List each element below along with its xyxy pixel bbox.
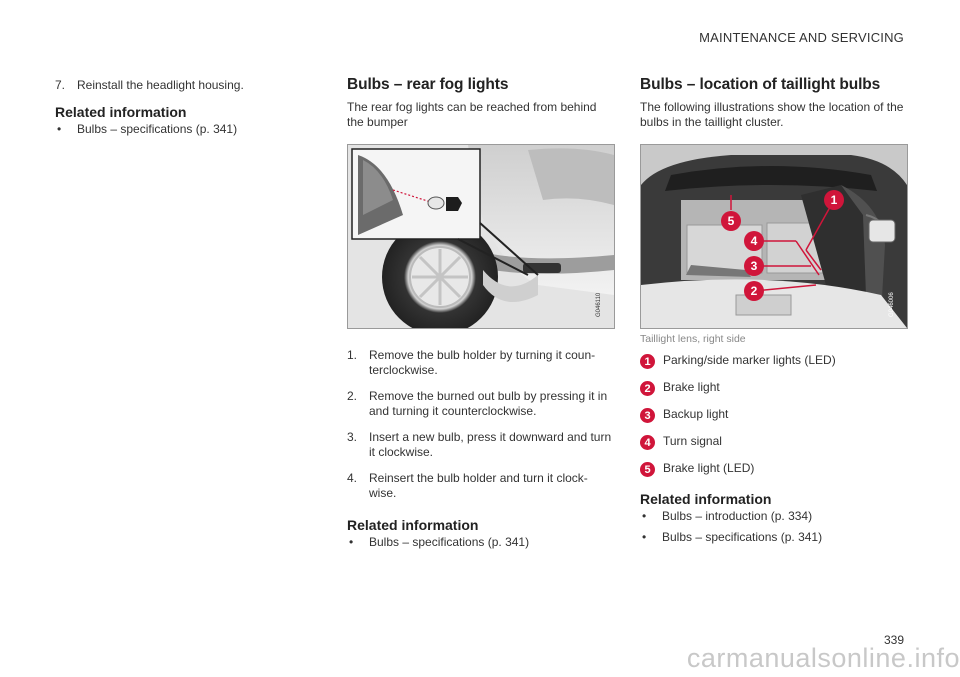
legend-text: Parking/side marker lights (LED) bbox=[663, 353, 836, 367]
related-info-list bbox=[347, 535, 615, 550]
callout-1-label: 1 bbox=[830, 193, 838, 207]
legend-number-badge: 3 bbox=[640, 408, 655, 423]
step-text: Remove the bulb holder by turning it coun-terclockwise. bbox=[369, 348, 596, 377]
taillight-location-illustration bbox=[640, 144, 908, 329]
legend-number-badge: 1 bbox=[640, 354, 655, 369]
watermark: carmanualsonline.info bbox=[686, 643, 960, 673]
related-link-text[interactable]: Bulbs – introduction (p. 334) bbox=[662, 509, 813, 523]
legend-item bbox=[640, 378, 908, 396]
step-number: 4. bbox=[347, 471, 358, 485]
legend-item bbox=[640, 459, 908, 477]
related-link[interactable] bbox=[55, 122, 305, 137]
figure-code: G046110 bbox=[596, 292, 602, 317]
step-item bbox=[347, 348, 615, 378]
legend-number-badge: 2 bbox=[640, 381, 655, 396]
step-text: Reinsert the bulb holder and turn it clock-wise. bbox=[369, 471, 588, 500]
related-info-heading: Related information bbox=[55, 104, 187, 120]
rear-fog-light-image bbox=[348, 145, 614, 328]
column-left bbox=[55, 76, 305, 143]
legend-text: Backup light bbox=[663, 407, 729, 421]
step-item bbox=[347, 430, 615, 460]
callout-4-label: 4 bbox=[750, 234, 758, 248]
section-title: Bulbs – rear fog lights bbox=[347, 76, 509, 93]
related-link-text[interactable]: Bulbs – specifications (p. 341) bbox=[369, 535, 530, 549]
step-number: 1. bbox=[347, 348, 358, 362]
related-info-heading: Related information bbox=[347, 517, 479, 533]
callout-5-label: 5 bbox=[727, 214, 735, 228]
step-item bbox=[55, 78, 305, 93]
legend-item bbox=[640, 405, 908, 423]
related-link-text[interactable]: Bulbs – specifications (p. 341) bbox=[662, 530, 823, 544]
figure-code: G046006 bbox=[889, 292, 895, 317]
rear-fog-light-illustration bbox=[347, 144, 615, 329]
figure-caption: Taillight lens, right side bbox=[640, 333, 746, 345]
section-header: MAINTENANCE AND SERVICING bbox=[699, 30, 904, 45]
related-info-heading: Related information bbox=[640, 491, 772, 507]
bullet: • bbox=[642, 509, 647, 523]
related-info-list bbox=[640, 509, 908, 545]
section-title: Bulbs – location of taillight bulbs bbox=[640, 76, 881, 93]
related-link-text[interactable]: Bulbs – specifications (p. 341) bbox=[77, 122, 238, 136]
legend-number-badge: 5 bbox=[640, 462, 655, 477]
step-number: 2. bbox=[347, 389, 358, 403]
callout-2-label: 2 bbox=[750, 284, 758, 298]
step-number: 7. bbox=[55, 78, 66, 92]
related-link[interactable] bbox=[640, 530, 908, 545]
step-list bbox=[55, 78, 305, 93]
step-list bbox=[347, 348, 615, 501]
legend-text: Turn signal bbox=[663, 434, 722, 448]
related-link[interactable] bbox=[640, 509, 908, 524]
step-item bbox=[347, 471, 615, 501]
step-item bbox=[347, 389, 615, 419]
bulb-legend bbox=[640, 351, 908, 477]
column-right bbox=[640, 76, 908, 551]
step-text: Remove the burned out bulb by pressing it in and turning it counterclockwise. bbox=[369, 389, 608, 418]
bullet: • bbox=[349, 535, 354, 549]
step-text: Reinstall the headlight housing. bbox=[77, 78, 244, 92]
related-info-list bbox=[55, 122, 305, 137]
legend-number-badge: 4 bbox=[640, 435, 655, 450]
step-text: Insert a new bulb, press it downward and turn it clockwise. bbox=[369, 430, 612, 459]
bullet: • bbox=[57, 122, 62, 136]
legend-item bbox=[640, 432, 908, 450]
related-link[interactable] bbox=[347, 535, 615, 550]
callout-3-label: 3 bbox=[750, 259, 758, 273]
step-number: 3. bbox=[347, 430, 358, 444]
bullet: • bbox=[642, 530, 647, 544]
legend-text: Brake light (LED) bbox=[663, 461, 755, 475]
legend-item bbox=[640, 351, 908, 369]
page-number: 339 bbox=[883, 633, 904, 647]
section-intro: The rear fog lights can be reached from behind the bumper bbox=[347, 100, 597, 129]
section-intro: The following illustrations show the location of the bulbs in the taillight cluster. bbox=[640, 100, 904, 129]
column-middle bbox=[347, 76, 615, 556]
legend-text: Brake light bbox=[663, 380, 720, 394]
taillight-location-image bbox=[641, 145, 907, 328]
